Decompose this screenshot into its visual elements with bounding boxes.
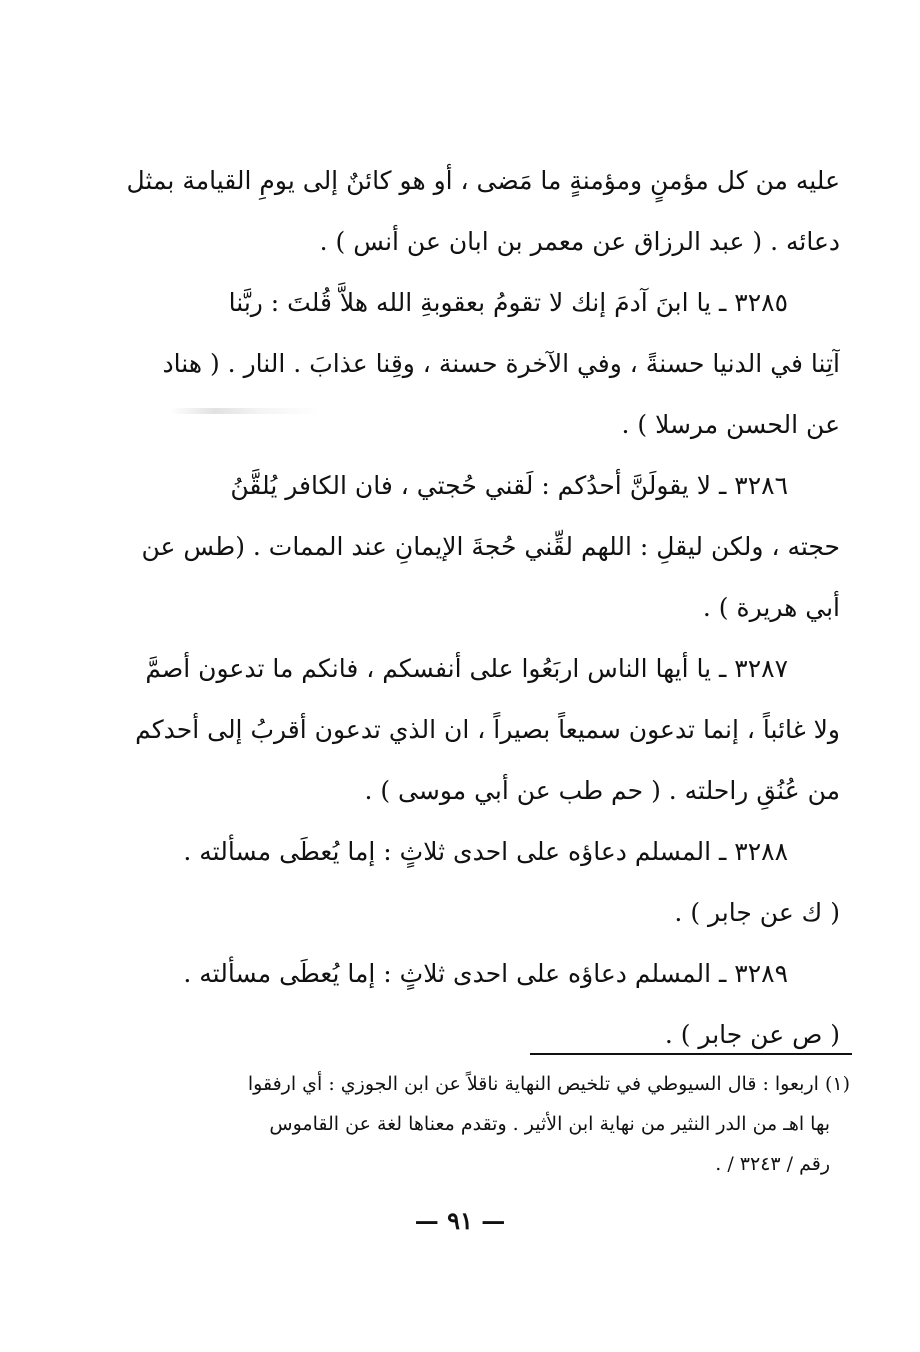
- text-line: عليه من كل مؤمنٍ ومؤمنةٍ ما مَضى ، أو هو كائنٌ إلى يومِ القيامة بمثل: [126, 166, 840, 195]
- print-smudge: [170, 408, 320, 414]
- footnote-line: (١) اربعوا : قال السيوطي في تلخيص النهاية ناقلاً عن ابن الجوزي : أي ارفقوا: [247, 1073, 850, 1095]
- hadith-3285-start: ٣٢٨٥ ـ يا ابنَ آدمَ إنك لا تقومُ بعقوبةِ الله هلاَّ قُلتَ : ربَّنا: [228, 288, 788, 317]
- text-line: دعائه . ( عبد الرزاق عن معمر بن ابان عن أنس ) .: [319, 227, 840, 256]
- text-line: ( ك عن جابر ) .: [674, 898, 840, 927]
- hadith-3288-start: ٣٢٨٨ ـ المسلم دعاؤه على احدى ثلاثٍ : إما يُعطَى مسألته .: [183, 837, 788, 866]
- text-line: ( ص عن جابر ) .: [664, 1020, 840, 1049]
- footnote-divider: [530, 1053, 852, 1055]
- hadith-3287-start: ٣٢٨٧ ـ يا أيها الناس اربَعُوا على أنفسكم ، فانكم ما تدعون أصمَّ: [145, 654, 788, 683]
- text-line: آتِنا في الدنيا حسنةً ، وفي الآخرة حسنة ، وقِنا عذابَ . النار . ( هناد: [162, 349, 840, 378]
- footnotes-block: [120, 1064, 850, 1184]
- text-line: حجته ، ولكن ليقلِ : اللهم لقِّني حُجةَ الإيمانِ عند الممات . (طس عن: [141, 532, 840, 561]
- text-line: ولا غائباً ، إنما تدعون سميعاً بصيراً ، ان الذي تدعون أقربُ إلى أحدكم: [135, 715, 840, 744]
- text-line: عن الحسن مرسلا ) .: [621, 410, 840, 439]
- text-line: من عُنُقِ راحلته . ( حم طب عن أبي موسى ) .: [364, 776, 840, 805]
- main-text-block: [118, 150, 840, 1065]
- text-line: أبي هريرة ) .: [702, 593, 840, 622]
- hadith-3286-start: ٣٢٨٦ ـ لا يقولَنَّ أحدُكم : لَقني حُجتي ، فان الكافر يُلقَّنُ: [230, 471, 788, 500]
- hadith-3289-start: ٣٢٨٩ ـ المسلم دعاؤه على احدى ثلاثٍ : إما يُعطَى مسألته .: [183, 959, 788, 988]
- footnote-line: رقم / ٣٢٤٣ / .: [715, 1153, 830, 1175]
- footnote-line: بها اهـ من الدر النثير من نهاية ابن الأثير . وتقدم معناها لغة عن القاموس: [269, 1113, 830, 1135]
- page-number: — ٩١ —: [414, 1206, 506, 1235]
